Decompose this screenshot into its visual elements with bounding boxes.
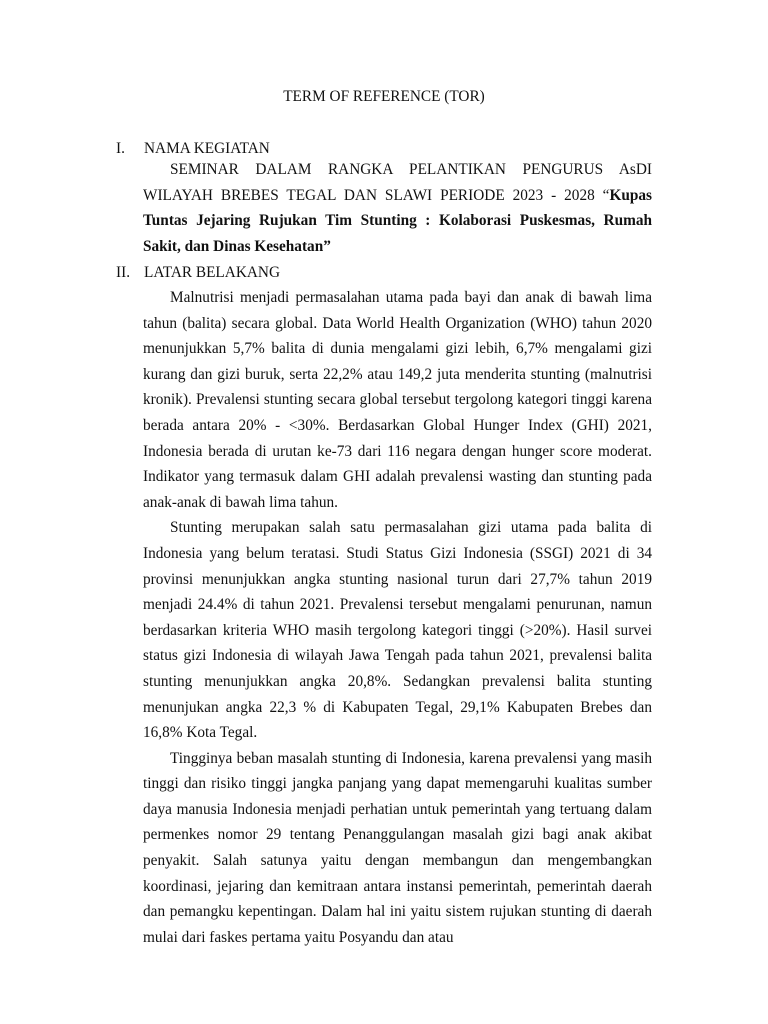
- background-paragraph-2: Stunting merupakan salah satu permasalahan gizi utama pada balita di Indonesia yang belum teratasi. Studi Status Gizi Indonesia (SSGI) 2021 di 34 provinsi menunjukkan angka stunting nasional turun dari 27,7% tahun 2019 menjadi 24.4% di tahun 2021. Prevalensi tersebut mengalami penurunan, namun berdasarkan kriteria WHO masih tergolong kategori tinggi (>20%). Hasil survei status gizi Indonesia di wilayah Jawa Tengah pada tahun 2021, prevalensi balita stunting menunjukkan angka 20,8%. Sedangkan prevalensi balita stunting menunjukan angka 22,3 % di Kabupaten Tegal, 29,1% Kabupaten Brebes dan 16,8% Kota Tegal.: [143, 519, 652, 742]
- section-number: I.: [116, 140, 125, 157]
- section-heading-latar-belakang: [116, 263, 280, 283]
- section-title: LATAR BELAKANG: [144, 264, 281, 281]
- section-number: II.: [116, 264, 131, 281]
- event-name-paragraph: [143, 157, 652, 259]
- background-paragraph-1: Malnutrisi menjadi permasalahan utama pada bayi dan anak di bawah lima tahun (balita) secara global. Data World Health Organization (WHO) tahun 2020 menunjukkan 5,7% balita di dunia mengalami gizi lebih, 6,7% mengalami gizi kurang dan gizi buruk, serta 22,2% atau 149,2 juta menderita stunting (malnutrisi kronik). Prevalensi stunting secara global tersebut tergolong kategori tinggi karena berada antara 20% - <30%. Berdasarkan Global Hunger Index (GHI) 2021, Indonesia berada di urutan ke-73 dari 116 negara dengan hunger score moderat. Indikator yang termasuk dalam GHI adalah prevalensi wasting dan stunting pada anak-anak di bawah lima tahun.: [143, 289, 652, 511]
- event-theme: Kupas Tuntas Jejaring Rujukan Tim Stunting : Kolaborasi Puskesmas, Rumah Sakit, dan Dinas Kesehatan”: [143, 186, 652, 255]
- background-paragraph-3: Tingginya beban masalah stunting di Indonesia, karena prevalensi yang masih tinggi dan risiko tinggi jangka panjang yang dapat memengaruhi kualitas sumber daya manusia Indonesia menjadi perhatian untuk pemerintah yang tertuang dalam permenkes nomor 29 tentang Penanggulangan masalah gizi bagi anak akibat penyakit. Salah satunya yaitu dengan membangun dan mengembangkan koordinasi, jejaring dan kemitraan antara instansi pemerintah, pemerintah daerah dan pemangku kepentingan. Dalam hal ini yaitu sistem rujukan stunting di daerah mulai dari faskes pertama yaitu Posyandu dan atau: [143, 749, 652, 946]
- background-body: [143, 285, 652, 950]
- document-title: TERM OF REFERENCE (TOR): [283, 88, 485, 105]
- event-name: SEMINAR DALAM RANGKA PELANTIKAN PENGURUS AsDI WILAYAH BREBES TEGAL DAN SLAWI PERIODE 2023 - 2028 “: [143, 161, 652, 204]
- event-name-block: [143, 157, 652, 259]
- section-title: NAMA KEGIATAN: [144, 140, 270, 157]
- section-heading-nama-kegiatan: [116, 139, 270, 159]
